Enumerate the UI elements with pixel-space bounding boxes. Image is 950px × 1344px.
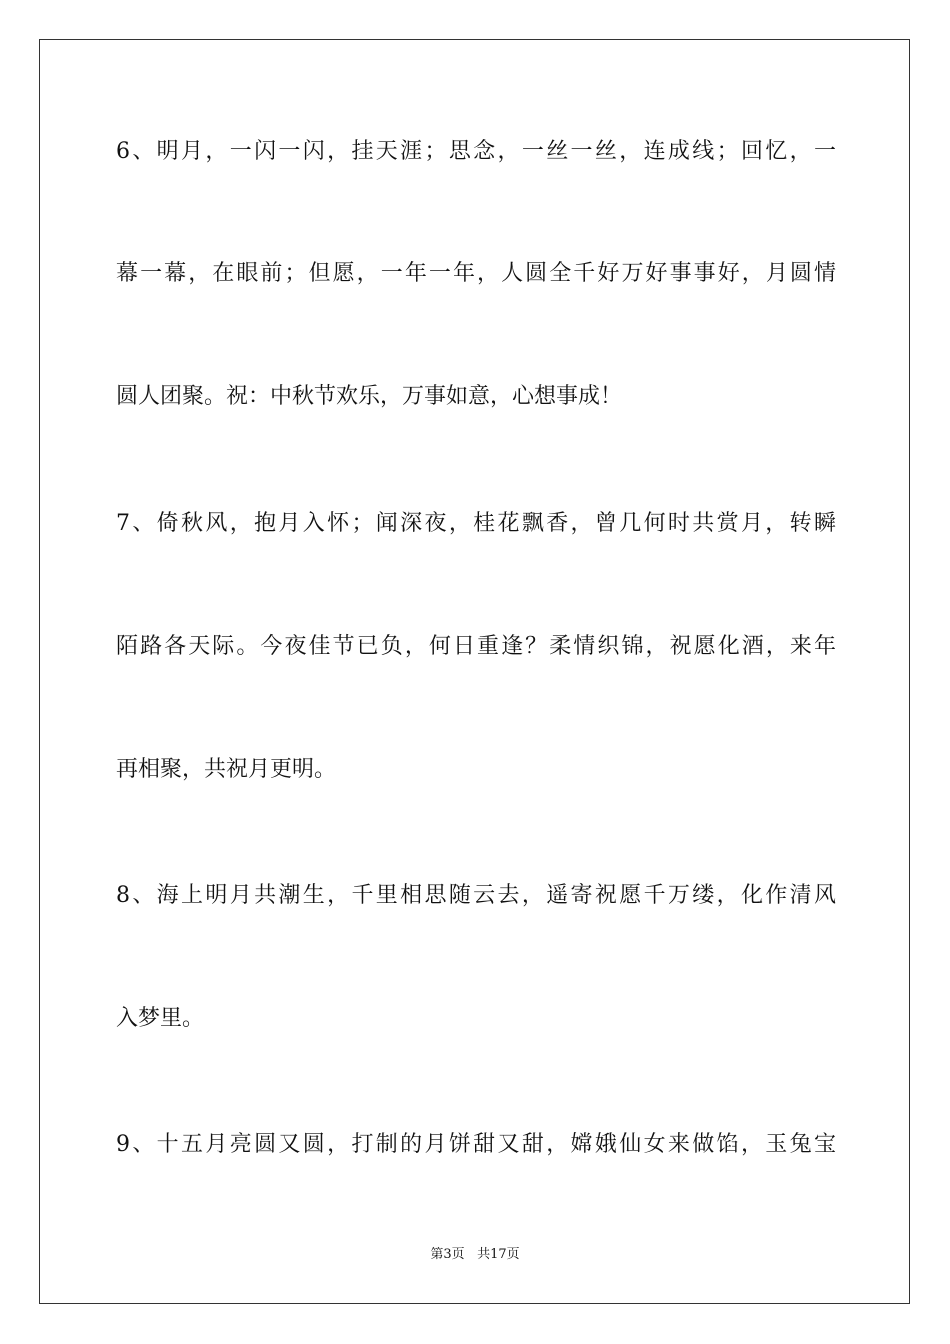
paragraph-6-line-3: 圆人团聚。祝：中秋节欢乐，万事如意，心想事成！ — [116, 384, 623, 409]
paragraph-6-line-1: 6、明月，一闪一闪，挂天涯；思念，一丝一丝，连成线；回忆，一 — [116, 139, 836, 164]
footer-spacer — [465, 1247, 477, 1262]
total-pages-label: 共17页 — [477, 1247, 520, 1262]
paragraph-6-line-2: 幕一幕，在眼前；但愿，一年一年，人圆全千好万好事事好，月圆情 — [116, 261, 836, 286]
paragraph-7-line-1: 7、倚秋风，抱月入怀；闻深夜，桂花飘香，曾几何时共赏月，转瞬 — [116, 511, 836, 536]
page-number-footer — [0, 1246, 950, 1264]
paragraph-9-line-1: 9、十五月亮圆又圆，打制的月饼甜又甜，嫦娥仙女来做馅，玉兔宝 — [116, 1132, 836, 1157]
paragraph-8-line-2: 入梦里。 — [116, 1006, 205, 1031]
paragraph-7-line-3: 再相聚，共祝月更明。 — [116, 757, 337, 782]
paragraph-8-line-1: 8、海上明月共潮生，千里相思随云去，遥寄祝愿千万缕，化作清风 — [116, 883, 836, 908]
page-border — [39, 39, 910, 1304]
current-page-label: 第3页 — [430, 1247, 465, 1262]
paragraph-7-line-2: 陌路各天际。今夜佳节已负，何日重逢？柔情织锦，祝愿化酒，来年 — [116, 634, 836, 659]
